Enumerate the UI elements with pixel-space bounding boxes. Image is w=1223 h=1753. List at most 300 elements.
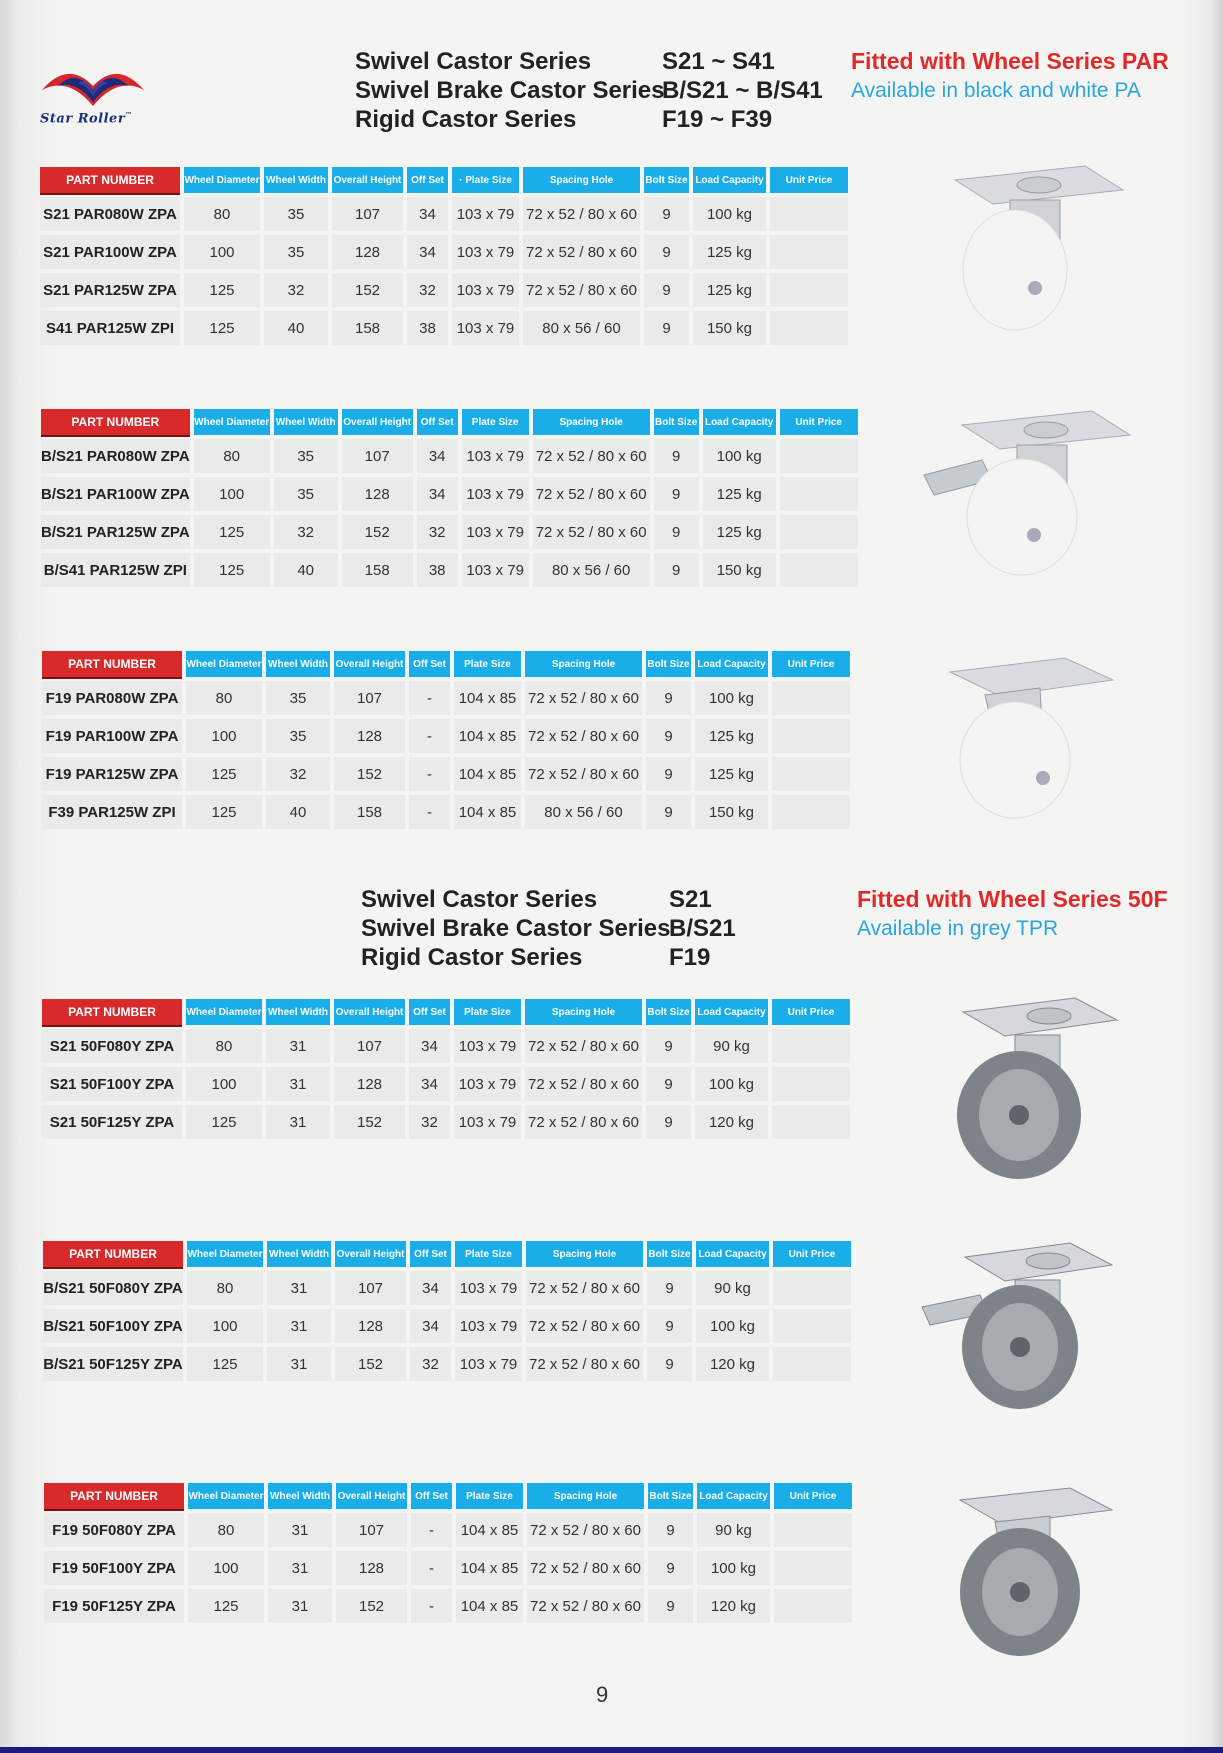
range-line: S21 ~ S41 [662,48,775,75]
cell-off-set: - [409,719,450,753]
cell-wheel-diameter: 100 [186,1067,262,1101]
cell-wheel-diameter: 100 [187,1309,263,1343]
cell-wheel-diameter: 125 [194,553,270,587]
cell-wheel-width: 31 [267,1309,331,1343]
cell-wheel-width: 35 [274,439,338,473]
column-header-wheel-diameter: Wheel Diameter [186,651,262,677]
column-header-plate-size: Plate Size [454,999,521,1025]
cell-wheel-diameter: 80 [188,1513,264,1547]
cell-overall-height: 128 [332,235,403,269]
table-row [40,273,848,307]
cell-wheel-diameter: 80 [186,1029,262,1063]
column-header-wheel-width: Wheel Width [267,1241,331,1267]
cell-plate-size: 103 x 79 [452,273,519,307]
cell-wheel-width: 32 [264,273,328,307]
cell-wheel-width: 32 [266,757,330,791]
cell-bolt-size: 9 [646,681,691,715]
cell-off-set: - [411,1551,452,1585]
cell-part-number: S21 PAR100W ZPA [40,235,180,269]
cell-part-number: F19 50F125Y ZPA [44,1589,184,1623]
column-header-wheel-width: Wheel Width [266,651,330,677]
cell-bolt-size: 9 [644,197,689,231]
cell-unit-price [772,795,850,829]
column-header-unit-price: Unit Price [772,651,850,677]
column-header-wheel-width: Wheel Width [264,167,328,193]
cell-overall-height: 107 [332,197,403,231]
cell-plate-size: 103 x 79 [455,1309,522,1343]
cell-wheel-diameter: 100 [186,719,262,753]
cell-load-capacity: 125 kg [695,719,768,753]
column-header-load-capacity: Load Capacity [695,999,768,1025]
cell-load-capacity: 100 kg [695,1067,768,1101]
cell-part-number: B/S21 PAR080W ZPA [41,439,190,473]
cell-spacing-hole: 72 x 52 / 80 x 60 [526,1271,643,1305]
cell-part-number: S21 50F100Y ZPA [42,1067,182,1101]
column-header-bolt-size: Bolt Size [648,1483,693,1509]
cell-plate-size: 103 x 79 [462,439,529,473]
cell-load-capacity: 125 kg [695,757,768,791]
cell-bolt-size: 9 [646,757,691,791]
cell-wheel-diameter: 80 [184,197,260,231]
table-row [42,1105,850,1139]
column-header-load-capacity: Load Capacity [695,651,768,677]
column-header-spacing-hole: Spacing Hole [525,651,642,677]
cell-bolt-size: 9 [646,795,691,829]
column-header-bolt-size: Bolt Size [654,409,699,435]
cell-bolt-size: 9 [646,1105,691,1139]
cell-spacing-hole: 72 x 52 / 80 x 60 [523,197,640,231]
cell-overall-height: 152 [332,273,403,307]
cell-load-capacity: 150 kg [703,553,776,587]
cell-plate-size: 104 x 85 [454,757,521,791]
cell-off-set: - [411,1589,452,1623]
cell-off-set: - [409,757,450,791]
cell-part-number: B/S21 PAR100W ZPA [41,477,190,511]
cell-spacing-hole: 72 x 52 / 80 x 60 [525,719,642,753]
cell-off-set: 32 [410,1347,451,1381]
cell-load-capacity: 100 kg [695,681,768,715]
column-header-spacing-hole: Spacing Hole [533,409,650,435]
cell-spacing-hole: 72 x 52 / 80 x 60 [526,1347,643,1381]
range-line: S21 [669,886,712,913]
cell-unit-price [773,1271,851,1305]
cell-spacing-hole: 72 x 52 / 80 x 60 [527,1513,644,1547]
section2-range-list [669,885,736,972]
cell-wheel-diameter: 100 [194,477,270,511]
column-header-part-number: PART NUMBER [43,1241,183,1267]
cell-unit-price [772,719,850,753]
cell-wheel-diameter: 125 [186,757,262,791]
cell-spacing-hole: 80 x 56 / 60 [525,795,642,829]
rigid-castor-white-image [945,650,1120,820]
cell-off-set: 34 [410,1309,451,1343]
cell-plate-size: 104 x 85 [456,1513,523,1547]
table-header-row [42,651,850,677]
table-row [43,1309,851,1343]
cell-wheel-width: 35 [266,681,330,715]
cell-bolt-size: 9 [644,311,689,345]
table-row [42,795,850,829]
cell-unit-price [772,757,850,791]
cell-spacing-hole: 72 x 52 / 80 x 60 [533,515,650,549]
cell-overall-height: 128 [342,477,413,511]
cell-plate-size: 103 x 79 [455,1347,522,1381]
table-row [42,1067,850,1101]
cell-unit-price [780,477,858,511]
table-row [41,553,858,587]
cell-plate-size: 103 x 79 [462,515,529,549]
cell-wheel-diameter: 125 [186,795,262,829]
range-line: F19 ~ F39 [662,106,773,133]
column-header-overall-height: Overall Height [334,999,405,1025]
cell-spacing-hole: 80 x 56 / 60 [523,311,640,345]
column-header-off-set: Off Set [410,1241,451,1267]
cell-plate-size: 104 x 85 [456,1589,523,1623]
cell-wheel-diameter: 100 [188,1551,264,1585]
cell-off-set: 34 [410,1271,451,1305]
cell-wheel-width: 31 [267,1271,331,1305]
table-row [42,757,850,791]
cell-wheel-width: 31 [268,1551,332,1585]
table-row [44,1589,852,1623]
cell-wheel-width: 31 [266,1105,330,1139]
cell-off-set: 34 [407,197,448,231]
column-header-bolt-size: Bolt Size [646,651,691,677]
cell-bolt-size: 9 [654,515,699,549]
spec-table-brake-50f [39,1237,855,1385]
spec-table-swivel-50f [38,995,854,1143]
cell-wheel-width: 40 [266,795,330,829]
column-header-wheel-diameter: Wheel Diameter [188,1483,264,1509]
cell-spacing-hole: 72 x 52 / 80 x 60 [523,273,640,307]
cell-overall-height: 107 [334,1029,405,1063]
section1-series-list [355,47,665,134]
cell-wheel-diameter: 125 [184,311,260,345]
cell-unit-price [773,1309,851,1343]
column-header-wheel-width: Wheel Width [268,1483,332,1509]
column-header-unit-price: Unit Price [780,409,858,435]
cell-off-set: 32 [407,273,448,307]
cell-wheel-width: 31 [268,1513,332,1547]
cell-bolt-size: 9 [654,553,699,587]
cell-load-capacity: 125 kg [703,477,776,511]
column-header-wheel-width: Wheel Width [266,999,330,1025]
cell-spacing-hole: 72 x 52 / 80 x 60 [525,681,642,715]
cell-part-number: B/S21 50F080Y ZPA [43,1271,183,1305]
brake-castor-white-image [922,405,1137,580]
cell-bolt-size: 9 [654,477,699,511]
cell-overall-height: 158 [342,553,413,587]
cell-load-capacity: 150 kg [695,795,768,829]
table-row [42,1029,850,1063]
range-line: B/S21 ~ B/S41 [662,77,823,104]
cell-unit-price [770,197,848,231]
column-header-bolt-size: Bolt Size [647,1241,692,1267]
cell-overall-height: 128 [334,1067,405,1101]
column-header-wheel-diameter: Wheel Diameter [184,167,260,193]
cell-load-capacity: 120 kg [696,1347,769,1381]
cell-load-capacity: 90 kg [695,1029,768,1063]
cell-load-capacity: 100 kg [696,1309,769,1343]
cell-plate-size: 103 x 79 [462,477,529,511]
table-row [40,235,848,269]
cell-bolt-size: 9 [644,273,689,307]
cell-bolt-size: 9 [648,1589,693,1623]
cell-unit-price [773,1347,851,1381]
cell-spacing-hole: 72 x 52 / 80 x 60 [523,235,640,269]
cell-part-number: B/S21 PAR125W ZPA [41,515,190,549]
column-header-part-number: PART NUMBER [42,651,182,677]
cell-part-number: F39 PAR125W ZPI [42,795,182,829]
column-header-wheel-width: Wheel Width [274,409,338,435]
cell-wheel-diameter: 125 [188,1589,264,1623]
cell-bolt-size: 9 [646,1067,691,1101]
cell-unit-price [772,1105,850,1139]
cell-plate-size: 104 x 85 [456,1551,523,1585]
cell-bolt-size: 9 [647,1309,692,1343]
cell-wheel-diameter: 125 [187,1347,263,1381]
cell-off-set: 34 [409,1029,450,1063]
section2-series-list [361,885,671,972]
cell-unit-price [780,553,858,587]
cell-wheel-diameter: 125 [184,273,260,307]
column-header-load-capacity: Load Capacity [697,1483,770,1509]
cell-spacing-hole: 72 x 52 / 80 x 60 [525,1029,642,1063]
cell-plate-size: 103 x 79 [454,1105,521,1139]
cell-load-capacity: 150 kg [693,311,766,345]
cell-plate-size: 103 x 79 [462,553,529,587]
table-row [43,1347,851,1381]
cell-load-capacity: 100 kg [693,197,766,231]
cell-unit-price [770,273,848,307]
table-row [43,1271,851,1305]
cell-plate-size: 103 x 79 [452,235,519,269]
cell-spacing-hole: 72 x 52 / 80 x 60 [533,477,650,511]
cell-part-number: S41 PAR125W ZPI [40,311,180,345]
spec-table-swivel-par [36,163,852,349]
cell-wheel-width: 31 [268,1589,332,1623]
cell-off-set: - [411,1513,452,1547]
cell-wheel-diameter: 80 [194,439,270,473]
cell-part-number: F19 PAR125W ZPA [42,757,182,791]
cell-part-number: B/S21 50F100Y ZPA [43,1309,183,1343]
swivel-castor-white-image [935,160,1135,340]
table-header-row [41,409,858,435]
column-header-part-number: PART NUMBER [41,409,190,435]
column-header-wheel-diameter: Wheel Diameter [186,999,262,1025]
series-line: Rigid Castor Series [355,106,577,133]
column-header-spacing-hole: Spacing Hole [523,167,640,193]
cell-spacing-hole: 72 x 52 / 80 x 60 [533,439,650,473]
cell-overall-height: 128 [336,1551,407,1585]
cell-bolt-size: 9 [646,719,691,753]
cell-wheel-width: 35 [264,197,328,231]
column-header-plate-size: Plate Size [462,409,529,435]
table-row [40,197,848,231]
spec-table-rigid-par [38,647,854,833]
page-number: 9 [596,1682,609,1707]
cell-spacing-hole: 72 x 52 / 80 x 60 [527,1551,644,1585]
cell-part-number: F19 PAR080W ZPA [42,681,182,715]
range-line: B/S21 [669,915,736,942]
cell-unit-price [780,515,858,549]
cell-load-capacity: 125 kg [703,515,776,549]
cell-bolt-size: 9 [648,1551,693,1585]
cell-spacing-hole: 72 x 52 / 80 x 60 [525,1105,642,1139]
cell-unit-price [770,311,848,345]
cell-wheel-width: 40 [264,311,328,345]
column-header-off-set: Off Set [409,651,450,677]
cell-spacing-hole: 72 x 52 / 80 x 60 [525,757,642,791]
cell-spacing-hole: 72 x 52 / 80 x 60 [525,1067,642,1101]
column-header-load-capacity: Load Capacity [693,167,766,193]
column-header-wheel-diameter: Wheel Diameter [194,409,270,435]
column-header-plate-size: Plate Size [455,1241,522,1267]
cell-load-capacity: 90 kg [697,1513,770,1547]
cell-unit-price [774,1513,852,1547]
table-row [42,719,850,753]
column-header-load-capacity: Load Capacity [703,409,776,435]
spec-table-rigid-50f [40,1479,856,1627]
section2-fitted: Fitted with Wheel Series 50F [857,886,1168,912]
column-header-off-set: Off Set [407,167,448,193]
cell-wheel-width: 40 [274,553,338,587]
cell-part-number: F19 50F100Y ZPA [44,1551,184,1585]
cell-load-capacity: 120 kg [695,1105,768,1139]
cell-load-capacity: 125 kg [693,235,766,269]
cell-part-number: F19 PAR100W ZPA [42,719,182,753]
cell-plate-size: 103 x 79 [454,1067,521,1101]
cell-bolt-size: 9 [644,235,689,269]
section2-available: Available in grey TPR [857,917,1059,940]
cell-wheel-diameter: 80 [187,1271,263,1305]
cell-overall-height: 107 [336,1513,407,1547]
cell-load-capacity: 100 kg [697,1551,770,1585]
cell-spacing-hole: 80 x 56 / 60 [533,553,650,587]
cell-wheel-width: 35 [264,235,328,269]
table-row [40,311,848,345]
cell-load-capacity: 120 kg [697,1589,770,1623]
cell-bolt-size: 9 [654,439,699,473]
column-header-bolt-size: Bolt Size [644,167,689,193]
column-header-part-number: PART NUMBER [44,1483,184,1509]
cell-plate-size: 103 x 79 [455,1271,522,1305]
column-header-plate-size: · Plate Size [452,167,519,193]
cell-off-set: 38 [407,311,448,345]
column-header-unit-price: Unit Price [772,999,850,1025]
cell-wheel-width: 31 [267,1347,331,1381]
column-header-off-set: Off Set [417,409,458,435]
cell-wheel-width: 31 [266,1067,330,1101]
cell-plate-size: 103 x 79 [452,197,519,231]
cell-off-set: 34 [417,439,458,473]
cell-unit-price [780,439,858,473]
cell-plate-size: 104 x 85 [454,795,521,829]
column-header-spacing-hole: Spacing Hole [525,999,642,1025]
column-header-plate-size: Plate Size [456,1483,523,1509]
cell-overall-height: 158 [334,795,405,829]
series-line: Swivel Castor Series [361,886,598,913]
column-header-overall-height: Overall Height [336,1483,407,1509]
cell-wheel-width: 31 [266,1029,330,1063]
cell-part-number: S21 50F125Y ZPA [42,1105,182,1139]
cell-plate-size: 103 x 79 [454,1029,521,1063]
column-header-unit-price: Unit Price [773,1241,851,1267]
cell-load-capacity: 100 kg [703,439,776,473]
cell-unit-price [772,1067,850,1101]
cell-overall-height: 152 [336,1589,407,1623]
cell-overall-height: 152 [334,757,405,791]
page-bottom-edge [0,1747,1223,1753]
column-header-off-set: Off Set [411,1483,452,1509]
cell-off-set: 34 [409,1067,450,1101]
table-row [42,681,850,715]
cell-wheel-diameter: 100 [184,235,260,269]
cell-spacing-hole: 72 x 52 / 80 x 60 [526,1309,643,1343]
cell-overall-height: 152 [334,1105,405,1139]
cell-load-capacity: 90 kg [696,1271,769,1305]
page-edge [1211,0,1223,1753]
cell-bolt-size: 9 [646,1029,691,1063]
cell-part-number: S21 PAR080W ZPA [40,197,180,231]
rigid-castor-grey-image [950,1480,1120,1660]
cell-overall-height: 107 [342,439,413,473]
section1-range-list [662,47,823,134]
table-header-row [40,167,848,193]
series-line: Swivel Castor Series [355,48,592,75]
series-line: Swivel Brake Castor Series [355,77,665,104]
star-roller-logo [38,50,148,110]
column-header-plate-size: Plate Size [454,651,521,677]
cell-spacing-hole: 72 x 52 / 80 x 60 [527,1589,644,1623]
column-header-part-number: PART NUMBER [40,167,180,193]
cell-off-set: 34 [417,477,458,511]
column-header-load-capacity: Load Capacity [696,1241,769,1267]
cell-bolt-size: 9 [647,1271,692,1305]
cell-overall-height: 128 [335,1309,406,1343]
cell-plate-size: 103 x 79 [452,311,519,345]
series-line: Swivel Brake Castor Series [361,915,671,942]
cell-load-capacity: 125 kg [693,273,766,307]
swivel-castor-grey-image [945,990,1125,1185]
cell-wheel-diameter: 80 [186,681,262,715]
column-header-unit-price: Unit Price [774,1483,852,1509]
cell-unit-price [772,681,850,715]
table-row [44,1551,852,1585]
cell-off-set: 34 [407,235,448,269]
table-header-row [43,1241,851,1267]
cell-bolt-size: 9 [648,1513,693,1547]
cell-plate-size: 104 x 85 [454,719,521,753]
cell-off-set: - [409,795,450,829]
range-line: F19 [669,944,711,971]
column-header-overall-height: Overall Height [334,651,405,677]
cell-bolt-size: 9 [647,1347,692,1381]
cell-wheel-width: 35 [274,477,338,511]
column-header-off-set: Off Set [409,999,450,1025]
table-header-row [42,999,850,1025]
column-header-unit-price: Unit Price [770,167,848,193]
column-header-overall-height: Overall Height [332,167,403,193]
cell-unit-price [774,1589,852,1623]
cell-off-set: - [409,681,450,715]
table-row [41,515,858,549]
cell-part-number: S21 50F080Y ZPA [42,1029,182,1063]
cell-wheel-diameter: 125 [186,1105,262,1139]
cell-overall-height: 158 [332,311,403,345]
column-header-bolt-size: Bolt Size [646,999,691,1025]
section1-fitted: Fitted with Wheel Series PAR [851,48,1169,74]
